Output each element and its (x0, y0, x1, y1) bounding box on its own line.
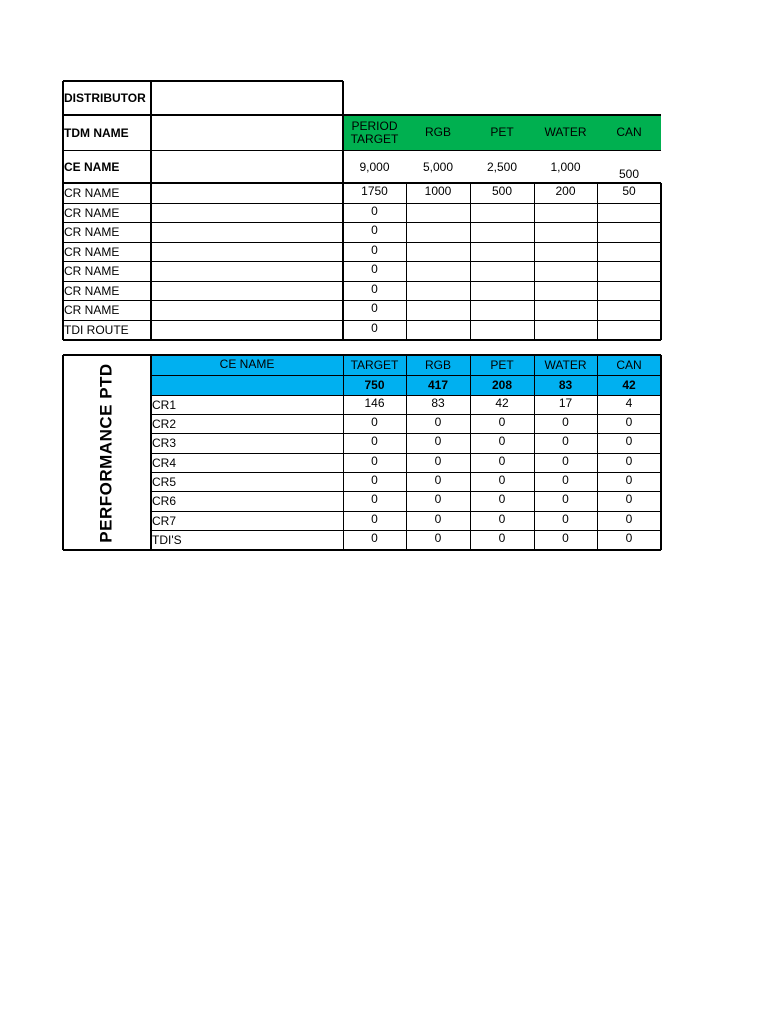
cr-name-entry[interactable] (151, 203, 343, 222)
grid-line-h (63, 549, 661, 551)
perf-value-cell[interactable]: 4 (625, 396, 633, 410)
perf-cr-name[interactable]: CR2 (152, 416, 177, 431)
cr-name-cell[interactable]: CR NAME (64, 244, 120, 259)
ce-name-value[interactable] (151, 150, 343, 183)
perf-value-cell[interactable]: 0 (434, 473, 442, 487)
grid-line-v (534, 355, 535, 550)
perf-value-cell[interactable]: 0 (625, 492, 633, 506)
grid-line-v (660, 183, 662, 340)
distributor-value[interactable] (151, 81, 343, 115)
column-header-1[interactable]: RGB (424, 125, 451, 140)
perf-value-cell[interactable]: 0 (498, 512, 506, 526)
perf-column-header-4[interactable]: CAN (616, 358, 642, 372)
cr-name-cell[interactable]: CR NAME (64, 283, 120, 298)
row-value-cell[interactable] (470, 300, 534, 320)
perf-value-cell[interactable]: 0 (498, 454, 506, 468)
row-value-cell[interactable] (597, 222, 661, 242)
column-header-3[interactable]: WATER (544, 125, 587, 140)
column-header-2[interactable]: PET (490, 125, 514, 140)
row-value-cell[interactable]: 1000 (424, 184, 452, 198)
row-value-cell[interactable]: 0 (371, 262, 378, 276)
row-value-cell[interactable] (534, 281, 597, 300)
perf-column-header-0[interactable]: TARGET (350, 358, 399, 372)
grid-line-v (597, 355, 598, 550)
row-value-cell[interactable]: 50 (622, 184, 636, 198)
row-value-cell[interactable] (597, 300, 661, 320)
perf-value-cell[interactable]: 17 (558, 396, 573, 410)
grid-line-h (63, 182, 661, 184)
row-value-cell[interactable] (406, 300, 470, 320)
row-value-cell[interactable]: 0 (371, 301, 378, 315)
cr-name-cell[interactable]: CR NAME (64, 225, 120, 239)
grid-line-h (63, 150, 661, 151)
grid-line-v (470, 355, 471, 550)
tdm-name-value[interactable] (151, 115, 343, 150)
perf-column-header-3[interactable]: WATER (544, 358, 587, 372)
perf-value-cell[interactable]: 0 (625, 473, 633, 487)
perf-value-cell[interactable]: 0 (434, 434, 442, 448)
perf-cr-name[interactable]: CR7 (152, 513, 177, 528)
grid-line-h (63, 203, 661, 204)
perf-value-cell[interactable]: 0 (371, 492, 378, 506)
period-target-value-4[interactable]: 500 (618, 167, 640, 181)
column-header-4[interactable]: CAN (616, 125, 642, 140)
grid-line-h (63, 80, 343, 82)
grid-line-v (534, 183, 535, 340)
period-target-value-0[interactable]: 9,000 (359, 159, 390, 174)
perf-cr-name[interactable]: CR6 (152, 494, 177, 508)
row-value-cell[interactable] (534, 222, 597, 242)
row-value-cell[interactable] (597, 281, 661, 300)
row-value-cell[interactable] (597, 242, 661, 261)
perf-value-cell[interactable]: 146 (364, 396, 385, 410)
perf-value-cell[interactable]: 0 (434, 415, 442, 429)
row-value-cell[interactable] (534, 242, 597, 261)
perf-column-header-1[interactable]: RGB (424, 358, 451, 372)
cr-name-cell[interactable]: CR NAME (64, 186, 120, 200)
grid-line-v (150, 81, 152, 340)
row-value-cell[interactable] (406, 320, 470, 340)
row-value-cell[interactable] (470, 203, 534, 222)
cr-name-cell[interactable]: TDI ROUTE (64, 323, 129, 337)
grid-line-h (63, 354, 661, 356)
perf-target-label-empty[interactable] (151, 375, 343, 395)
perf-value-cell[interactable]: 0 (371, 415, 378, 429)
row-value-cell[interactable] (534, 203, 597, 222)
perf-value-cell[interactable]: 0 (371, 454, 378, 468)
perf-value-cell[interactable]: 0 (562, 473, 569, 487)
cr-name-cell[interactable]: CR NAME (64, 205, 120, 220)
row-value-cell[interactable]: 0 (371, 321, 378, 335)
grid-line-h (63, 242, 661, 243)
tdm-name-label[interactable]: TDM NAME (64, 125, 129, 140)
row-value-cell[interactable]: 0 (371, 204, 378, 218)
perf-cr-name[interactable]: CR4 (152, 455, 177, 470)
cr-name-cell[interactable]: CR NAME (64, 303, 120, 317)
cr-name-entry[interactable] (151, 281, 343, 300)
row-value-cell[interactable] (406, 261, 470, 281)
perf-value-cell[interactable]: 0 (498, 415, 506, 429)
row-value-cell[interactable]: 0 (371, 223, 378, 237)
perf-value-cell[interactable]: 0 (562, 454, 569, 468)
grid-line-v (597, 183, 598, 340)
row-value-cell[interactable] (406, 203, 470, 222)
perf-value-cell[interactable]: 0 (562, 492, 569, 506)
perf-target-value-2[interactable]: 208 (491, 378, 513, 392)
ce-name-header[interactable]: CE NAME (219, 357, 275, 371)
perf-value-cell[interactable]: 0 (434, 492, 442, 506)
row-value-cell[interactable] (470, 222, 534, 242)
perf-value-cell[interactable]: 42 (495, 396, 509, 410)
perf-value-cell[interactable]: 83 (431, 396, 445, 410)
grid-line-h (63, 300, 661, 301)
period-target-value-3[interactable]: 1,000 (550, 159, 581, 174)
perf-value-cell[interactable]: 0 (625, 415, 633, 429)
ce-name-label[interactable]: CE NAME (64, 159, 120, 174)
grid-line-v (406, 183, 407, 340)
period-target-value-1[interactable]: 5,000 (422, 159, 454, 174)
grid-line-h (63, 281, 661, 282)
cr-name-entry[interactable] (151, 222, 343, 242)
row-value-cell[interactable] (470, 320, 534, 340)
column-header-0[interactable]: PERIOD TARGET (350, 118, 399, 146)
perf-target-value-4[interactable]: 42 (622, 378, 636, 392)
perf-value-cell[interactable]: 0 (562, 434, 569, 448)
grid-line-v (62, 81, 64, 340)
cr-name-cell[interactable]: CR NAME (64, 264, 120, 278)
perf-target-value-1[interactable]: 417 (427, 378, 449, 392)
grid-line-h (63, 261, 661, 262)
perf-value-cell[interactable]: 0 (498, 473, 506, 487)
perf-target-value-3[interactable]: 83 (558, 378, 573, 392)
row-value-cell[interactable] (406, 242, 470, 261)
perf-value-cell[interactable]: 0 (371, 512, 378, 526)
grid-line-v (406, 355, 407, 550)
row-value-cell[interactable]: 0 (371, 282, 378, 296)
cr-name-entry[interactable] (151, 300, 343, 320)
grid-line-h (63, 339, 661, 341)
perf-value-cell[interactable]: 0 (434, 531, 442, 545)
perf-value-cell[interactable]: 0 (371, 434, 378, 448)
perf-target-value-0[interactable]: 750 (364, 378, 385, 392)
perf-cr-name[interactable]: TDI'S (152, 533, 182, 547)
perf-value-cell[interactable]: 0 (625, 434, 633, 448)
performance-ptd-text: PERFORMANCE PTD (97, 363, 116, 543)
perf-value-cell[interactable]: 0 (625, 531, 633, 545)
cr-name-entry[interactable] (151, 261, 343, 281)
perf-column-header-2[interactable]: PET (490, 358, 514, 372)
perf-value-cell[interactable]: 0 (562, 531, 569, 545)
row-value-cell[interactable] (470, 261, 534, 281)
grid-line-v (62, 355, 64, 550)
performance-ptd-title (64, 356, 150, 550)
perf-value-cell[interactable]: 0 (498, 531, 506, 545)
row-value-cell[interactable] (597, 320, 661, 340)
row-value-cell[interactable]: 500 (491, 184, 513, 198)
row-value-cell[interactable] (597, 261, 661, 281)
perf-value-cell[interactable]: 0 (371, 531, 378, 545)
row-value-cell[interactable] (470, 242, 534, 261)
perf-value-cell[interactable]: 0 (562, 415, 569, 429)
cr-name-entry[interactable] (151, 242, 343, 261)
row-value-cell[interactable] (534, 320, 597, 340)
grid-line-v (470, 183, 471, 340)
grid-line-v (660, 355, 662, 550)
row-value-cell[interactable]: 1750 (361, 184, 388, 198)
perf-value-cell[interactable]: 0 (434, 454, 442, 468)
perf-value-cell[interactable]: 0 (371, 473, 378, 487)
cr-name-entry[interactable] (151, 183, 343, 203)
grid-line-h (63, 320, 661, 321)
grid-line-v (342, 81, 344, 340)
perf-value-cell[interactable]: 0 (498, 434, 506, 448)
perf-value-cell[interactable]: 0 (498, 492, 506, 506)
row-value-cell[interactable] (597, 203, 661, 222)
grid-line-v (343, 355, 344, 550)
period-target-value-2[interactable]: 2,500 (486, 159, 518, 174)
perf-value-cell[interactable]: 0 (625, 454, 633, 468)
grid-line-h (63, 114, 661, 116)
grid-line-h (63, 222, 661, 223)
perf-value-cell[interactable]: 0 (625, 512, 633, 526)
perf-cr-name[interactable]: CR5 (152, 474, 177, 489)
row-value-cell[interactable] (406, 222, 470, 242)
row-value-cell[interactable]: 0 (371, 243, 378, 257)
perf-value-cell[interactable]: 0 (562, 512, 569, 526)
cr-name-entry[interactable] (151, 320, 343, 340)
grid-line-v (150, 355, 152, 550)
perf-cr-name[interactable]: CR1 (152, 397, 177, 412)
perf-value-cell[interactable]: 0 (434, 512, 442, 526)
row-value-cell[interactable] (406, 281, 470, 300)
row-value-cell[interactable] (534, 300, 597, 320)
row-value-cell[interactable]: 200 (555, 184, 576, 198)
row-value-cell[interactable] (534, 261, 597, 281)
perf-cr-name[interactable]: CR3 (152, 436, 177, 450)
row-value-cell[interactable] (470, 281, 534, 300)
distributor-label[interactable]: DISTRIBUTOR (64, 91, 146, 105)
